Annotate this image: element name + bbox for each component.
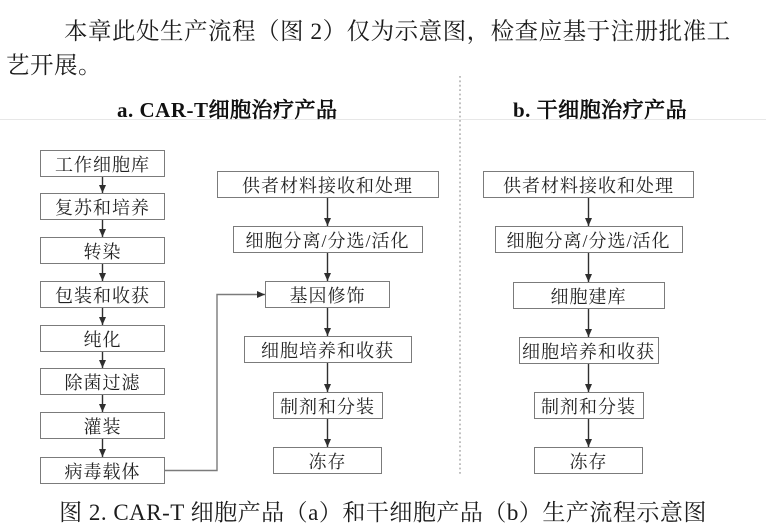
section-a-header: a. CAR-T细胞治疗产品 <box>117 98 338 122</box>
flow-step-a-formulation-filling: 制剂和分装 <box>273 392 383 419</box>
flow-step-working-cell-bank: 工作细胞库 <box>40 150 165 177</box>
intro-paragraph-line-2: 艺开展。 <box>6 53 102 79</box>
flow-step-gene-modification: 基因修饰 <box>265 281 390 308</box>
flow-step-transfection: 转染 <box>40 237 165 264</box>
flow-step-b-culture-and-harvest: 细胞培养和收获 <box>519 337 659 364</box>
figure-caption: 图 2. CAR-T 细胞产品（a）和干细胞产品（b）生产流程示意图 <box>59 500 707 525</box>
flow-step-a-cell-separation: 细胞分离/分选/活化 <box>233 226 423 253</box>
intro-paragraph-line-1: 本章此处生产流程（图 2）仅为示意图，检查应基于注册批准工 <box>64 19 731 45</box>
section-b-header: b. 干细胞治疗产品 <box>513 98 688 122</box>
flow-step-thaw-and-culture: 复苏和培养 <box>40 193 165 220</box>
flow-step-b-cryopreservation: 冻存 <box>534 447 643 474</box>
flow-step-b-donor-material: 供者材料接收和处理 <box>483 171 694 198</box>
flow-step-sterile-filtration: 除菌过滤 <box>40 368 165 395</box>
viral-vector-to-gene-modification-connector <box>165 295 265 471</box>
flow-step-filling: 灌装 <box>40 412 165 439</box>
flow-step-b-formulation-filling: 制剂和分装 <box>534 392 644 419</box>
flow-step-a-culture-and-harvest: 细胞培养和收获 <box>244 336 412 363</box>
flow-step-purification: 纯化 <box>40 325 165 352</box>
flow-step-b-cell-separation: 细胞分离/分选/活化 <box>495 226 683 253</box>
flow-step-a-cryopreservation: 冻存 <box>273 447 382 474</box>
flow-step-viral-vector: 病毒载体 <box>40 457 165 484</box>
flow-step-cell-banking: 细胞建库 <box>513 282 665 309</box>
flow-step-a-donor-material: 供者材料接收和处理 <box>217 171 439 198</box>
flow-step-packaging-and-harvest: 包装和收获 <box>40 281 165 308</box>
